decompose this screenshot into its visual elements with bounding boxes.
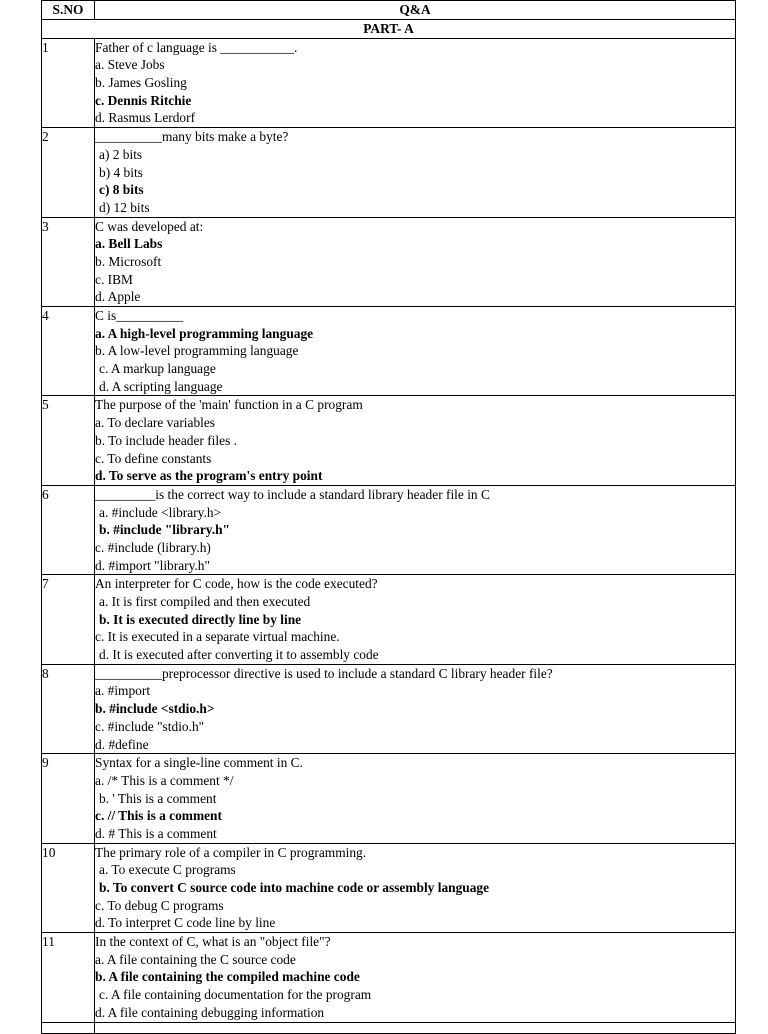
question-cell xyxy=(95,38,736,127)
answer-option-correct: c. Dennis Ritchie xyxy=(95,92,192,108)
answer-option-correct: c) 8 bits xyxy=(99,182,144,198)
answer-option: b. ' This is a comment xyxy=(99,790,217,806)
question-row xyxy=(42,843,736,932)
answer-option: b. Microsoft xyxy=(95,253,162,269)
question-row xyxy=(42,307,736,396)
answer-option: c. To debug C programs xyxy=(95,897,224,913)
question-text: __________preprocessor directive is used to include a standard C library header file? xyxy=(95,665,553,681)
question-number: 6 xyxy=(42,485,95,574)
question-text: The purpose of the 'main' function in a C program xyxy=(95,397,363,413)
question-row xyxy=(42,575,736,664)
question-text: C was developed at: xyxy=(95,218,204,234)
answer-option: c. IBM xyxy=(95,271,133,287)
question-number: 9 xyxy=(42,754,95,843)
question-text: Syntax for a single-line comment in C. xyxy=(95,755,303,771)
question-row xyxy=(42,38,736,127)
answer-option: a. A file containing the C source code xyxy=(95,951,296,967)
answer-option-correct: b. #include <stdio.h> xyxy=(95,701,215,717)
answer-option: a) 2 bits xyxy=(99,146,143,162)
answer-option: d. It is executed after converting it to assembly code xyxy=(99,647,379,663)
answer-option: c. A file containing documentation for the program xyxy=(99,987,372,1003)
question-number: 10 xyxy=(42,843,95,932)
question-number: 4 xyxy=(42,307,95,396)
question-row xyxy=(42,754,736,843)
question-number: 8 xyxy=(42,664,95,753)
answer-option: a. Steve Jobs xyxy=(95,57,165,73)
question-number: 11 xyxy=(42,933,95,1022)
answer-option: c. It is executed in a separate virtual machine. xyxy=(95,629,340,645)
answer-option: d. To interpret C code line by line xyxy=(95,915,276,931)
question-number: 7 xyxy=(42,575,95,664)
answer-option: a. #include <library.h> xyxy=(99,504,222,520)
question-text: C is__________ xyxy=(95,308,184,324)
question-cell xyxy=(95,933,736,1022)
question-cell xyxy=(95,664,736,753)
question-cell xyxy=(95,575,736,664)
question-text: An interpreter for C code, how is the code executed? xyxy=(95,576,378,592)
question-text: __________many bits make a byte? xyxy=(95,129,289,145)
question-number: 5 xyxy=(42,396,95,485)
answer-option-correct: a. A high-level programming language xyxy=(95,325,314,341)
answer-option-correct: b. It is executed directly line by line xyxy=(99,611,302,627)
answer-option: d. Apple xyxy=(95,289,141,305)
question-cell xyxy=(95,396,736,485)
question-number: 3 xyxy=(42,217,95,306)
question-number: 1 xyxy=(42,38,95,127)
answer-option: a. It is first compiled and then executed xyxy=(99,594,311,610)
answer-option: d. A file containing debugging information xyxy=(95,1004,325,1020)
qa-header: Q&A xyxy=(95,1,736,20)
answer-option-correct: a. Bell Labs xyxy=(95,236,163,252)
question-cell xyxy=(95,843,736,932)
answer-option-correct: b. A file containing the compiled machine code xyxy=(95,969,360,985)
question-cell xyxy=(95,754,736,843)
question-cell xyxy=(95,217,736,306)
question-text: In the context of C, what is an "object file"? xyxy=(95,934,331,950)
answer-option: d. Rasmus Lerdorf xyxy=(95,110,196,126)
answer-option: d. # This is a comment xyxy=(95,825,217,841)
answer-option: c. A markup language xyxy=(99,361,216,377)
answer-option: a. To declare variables xyxy=(95,415,216,431)
answer-option: a. #import xyxy=(95,683,151,699)
answer-option: c. To define constants xyxy=(95,450,212,466)
part-heading: PART- A xyxy=(42,20,736,39)
answer-option: b) 4 bits xyxy=(99,164,143,180)
question-row xyxy=(42,396,736,485)
question-row xyxy=(42,217,736,306)
answer-option: c. #include "stdio.h" xyxy=(95,718,205,734)
answer-option-correct: d. To serve as the program's entry point xyxy=(95,468,323,484)
qa-table xyxy=(41,0,736,1034)
answer-option: d. #import "library.h" xyxy=(95,557,210,573)
question-number: 2 xyxy=(42,128,95,217)
answer-option-correct: b. To convert C source code into machine code or assembly language xyxy=(99,880,490,896)
sno-header: S.NO xyxy=(42,1,95,20)
question-cell xyxy=(95,307,736,396)
answer-option: a. /* This is a comment */ xyxy=(95,772,234,788)
question-cell xyxy=(95,485,736,574)
answer-option: b. A low-level programming language xyxy=(95,343,299,359)
part-row xyxy=(42,20,736,39)
answer-option-correct: b. #include "library.h" xyxy=(99,522,230,538)
answer-option: b. To include header files . xyxy=(95,432,237,448)
question-text: _________is the correct way to include a standard library header file in C xyxy=(95,486,490,502)
question-row xyxy=(42,664,736,753)
question-sheet xyxy=(41,0,735,1034)
question-cell xyxy=(95,128,736,217)
answer-option: b. James Gosling xyxy=(95,75,187,91)
answer-option: d. #define xyxy=(95,736,149,752)
header-row xyxy=(42,1,736,20)
question-row xyxy=(42,485,736,574)
answer-option: a. To execute C programs xyxy=(99,862,236,878)
question-row xyxy=(42,933,736,1022)
question-row xyxy=(42,128,736,217)
answer-option-correct: c. // This is a comment xyxy=(95,808,222,824)
answer-option: c. #include (library.h) xyxy=(95,539,211,555)
answer-option: d) 12 bits xyxy=(99,199,150,215)
answer-option: d. A scripting language xyxy=(99,378,223,394)
question-text: Father of c language is ___________. xyxy=(95,39,298,55)
question-text: The primary role of a compiler in C programming. xyxy=(95,844,367,860)
question-list xyxy=(42,38,736,1033)
